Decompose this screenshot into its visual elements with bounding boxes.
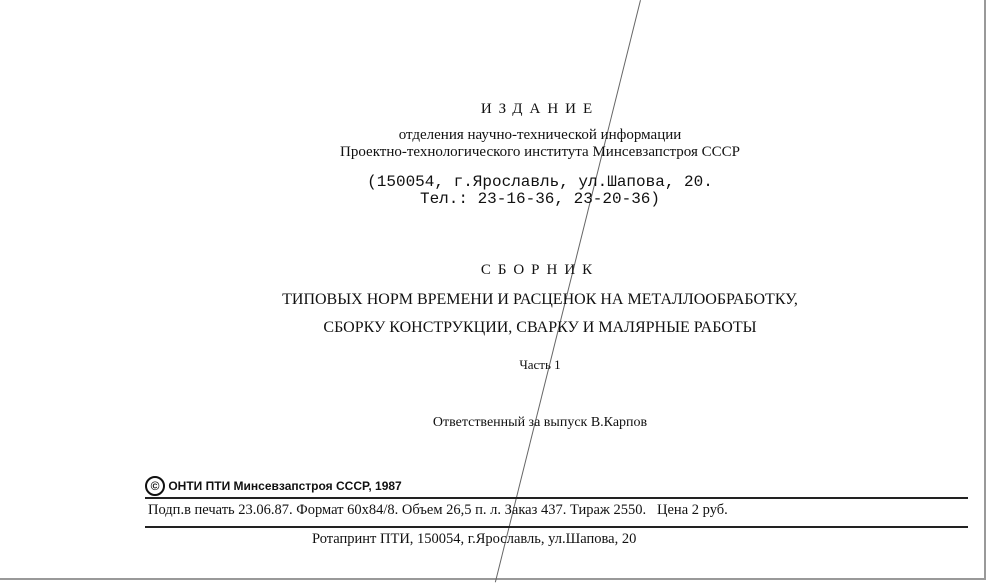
copyright-line	[145, 476, 402, 496]
rule-bottom	[145, 526, 968, 528]
publisher-address: (150054, г.Ярославль, ул.Шапова, 20.	[367, 173, 713, 191]
publisher-line-1: отделения научно-технической информации	[398, 127, 682, 143]
copyright-icon: ©	[145, 476, 165, 496]
publisher-phone: Тел.: 23-16-36, 23-20-36)	[419, 190, 661, 208]
part-label: Часть 1	[519, 357, 561, 372]
publisher-heading: ИЗДАНИЕ	[480, 101, 600, 117]
title-heading: СБОРНИК	[480, 262, 600, 278]
title-line-1: ТИПОВЫХ НОРМ ВРЕМЕНИ И РАСЦЕНОК НА МЕТАЛЛООБРАБОТКУ,	[282, 291, 798, 308]
title-line-2: СБОРКУ КОНСТРУКЦИИ, СВАРКУ И МАЛЯРНЫЕ РАБОТЫ	[323, 319, 757, 336]
responsible-editor: Ответственный за выпуск В.Карпов	[432, 415, 648, 430]
publisher-line-2: Проектно-технологического института Минсевзапстроя СССР	[340, 144, 740, 160]
imprint-line: Подп.в печать 23.06.87. Формат 60х84/8. Объем 26,5 п. л. Заказ 437. Тираж 2550. Цена 2 руб.	[148, 502, 728, 518]
printer-line: Ротапринт ПТИ, 150054, г.Ярославль, ул.Шапова, 20	[312, 531, 637, 547]
copyright-text: ОНТИ ПТИ Минсевзапстроя СССР, 1987	[168, 479, 402, 493]
rule-top	[145, 497, 968, 499]
